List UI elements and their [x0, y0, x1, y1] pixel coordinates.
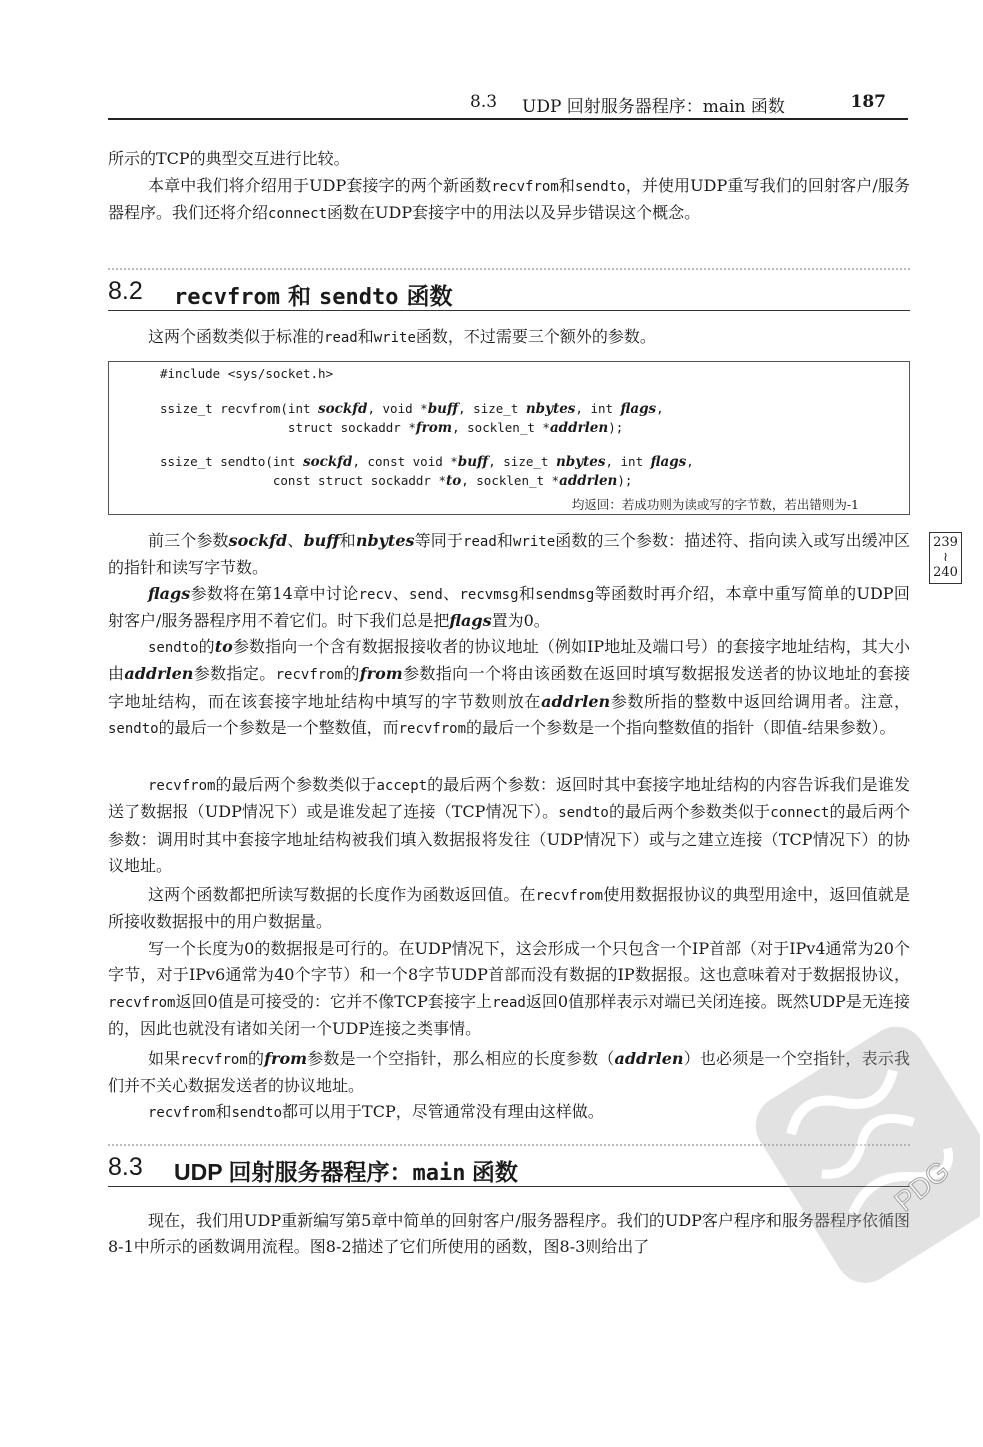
- body-paragraph-2: flags参数将在第14章中讨论recv、send、recvmsg和sendmsg等函数时再介绍，本章中重写简单的UDP回射客户/服务器程序用不着它们。时下我们总是把flags置为0。: [108, 584, 910, 631]
- code-return-note: 均返回：若成功则为读或写的字节数，若出错则为-1: [571, 497, 859, 512]
- code-recvfrom-line-1: ssize_t recvfrom(int sockfd, void *buff, size_t nbytes, int flags,: [160, 401, 664, 417]
- margin-page-reference: [929, 532, 962, 584]
- section-8-3-paragraph: 现在，我们用UDP重新编写第5章中简单的回射客户/服务器程序。我们的UDP客户程序和服务器程序依循图8-1中所示的函数调用流程。图8-2描述了它们所使用的函数，图8-3则给出了: [108, 1211, 910, 1257]
- section-divider: [108, 268, 910, 270]
- section-rule: [108, 310, 910, 311]
- intro-paragraph-1: 所示的TCP的典型交互进行比较。: [108, 149, 350, 168]
- section-lead: 这两个函数类似于标准的read和write函数，不过需要三个额外的参数。: [148, 327, 656, 346]
- function-prototype-box: [108, 361, 910, 515]
- section-number: 8.3: [108, 1153, 143, 1181]
- body-paragraph-6: 写一个长度为0的数据报是可行的。在UDP情况下，这会形成一个只包含一个IP首部（对于IPv4通常为20个字节，对于IPv6通常为40个字节）和一个8字节UDP首部而没有数据的IP数据报。这也意味着对于数据报协议，recvfrom返回0值是可接受的：它并不像TCP套接字上read返回0值那样表示对端已关闭连接。既然UDP是无连接的，因此也就没有诸如关闭一个UDP连接之类事情。: [108, 939, 910, 1038]
- section-title: recvfrom 和 sendto 函数: [174, 283, 453, 310]
- code-sendto-line-2: const struct sockaddr *to, socklen_t *addrlen);: [160, 473, 633, 489]
- watermark-stamp: [740, 1000, 980, 1300]
- running-head-title: UDP 回射服务器程序：main 函数: [522, 97, 785, 117]
- margin-page-top: 239: [933, 535, 958, 550]
- body-paragraph-7: 如果recvfrom的from参数是一个空指针，那么相应的长度参数（addrlen）也必须是一个空指针，表示我们并不关心数据发送者的协议地址。: [108, 1049, 910, 1096]
- section-heading-8-2: [108, 277, 910, 313]
- body-paragraph-8: recvfrom和sendto都可以用于TCP，尽管通常没有理由这样做。: [148, 1102, 604, 1121]
- running-head: [470, 92, 910, 116]
- body-paragraph-1: 前三个参数sockfd、buff和nbytes等同于read和write函数的三个参数：描述符、指向读入或写出缓冲区的指针和读写字节数。: [108, 531, 910, 578]
- running-head-section: 8.3: [470, 92, 498, 112]
- header-rule: [108, 118, 908, 120]
- page-number: 187: [850, 92, 886, 112]
- code-sendto-line-1: ssize_t sendto(int sockfd, const void *buff, size_t nbytes, int flags,: [160, 454, 694, 470]
- section-title: UDP 回射服务器程序：main 函数: [174, 1159, 518, 1186]
- margin-page-range-mark: ≀: [943, 550, 948, 565]
- code-include-line: #include <sys/socket.h>: [160, 366, 334, 381]
- margin-page-bottom: 240: [933, 565, 958, 580]
- body-paragraph-4: recvfrom的最后两个参数类似于accept的最后两个参数：返回时其中套接字地址结构的内容告诉我们是谁发送了数据报（UDP情况下）或是谁发起了连接（TCP情况下）。sendto的最后两个参数类似于connect的最后两个参数：调用时其中套接字地址结构被我们填入数据报将发往（UDP情况下）或与之建立连接（TCP情况下）的协议地址。: [108, 775, 910, 875]
- code-recvfrom-line-2: struct sockaddr *from, socklen_t *addrlen);: [160, 420, 624, 436]
- watermark-text: PDG: [888, 1154, 956, 1218]
- body-paragraph-5: 这两个函数都把所读写数据的长度作为函数返回值。在recvfrom使用数据报协议的典型用途中，返回值就是所接收数据报中的用户数据量。: [108, 885, 910, 932]
- intro-paragraph-2: 本章中我们将介绍用于UDP套接字的两个新函数recvfrom和sendto，并使用UDP重写我们的回射客户/服务器程序。我们还将介绍connect函数在UDP套接字中的用法以及异步错误这个概念。: [108, 176, 910, 223]
- body-paragraph-3: sendto的to参数指向一个含有数据报接收者的协议地址（例如IP地址及端口号）的套接字地址结构，其大小由addrlen参数指定。recvfrom的from参数指向一个将由该函数在返回时填写数据报发送者的协议地址的套接字地址结构，而在该套接字地址结构中填写的字节数则放在addrlen参数所指的整数中返回给调用者。注意，sendto的最后一个参数是一个整数值，而recvfrom的最后一个参数是一个指向整数值的指针（即值-结果参数）。: [108, 637, 910, 737]
- section-number: 8.2: [108, 277, 143, 305]
